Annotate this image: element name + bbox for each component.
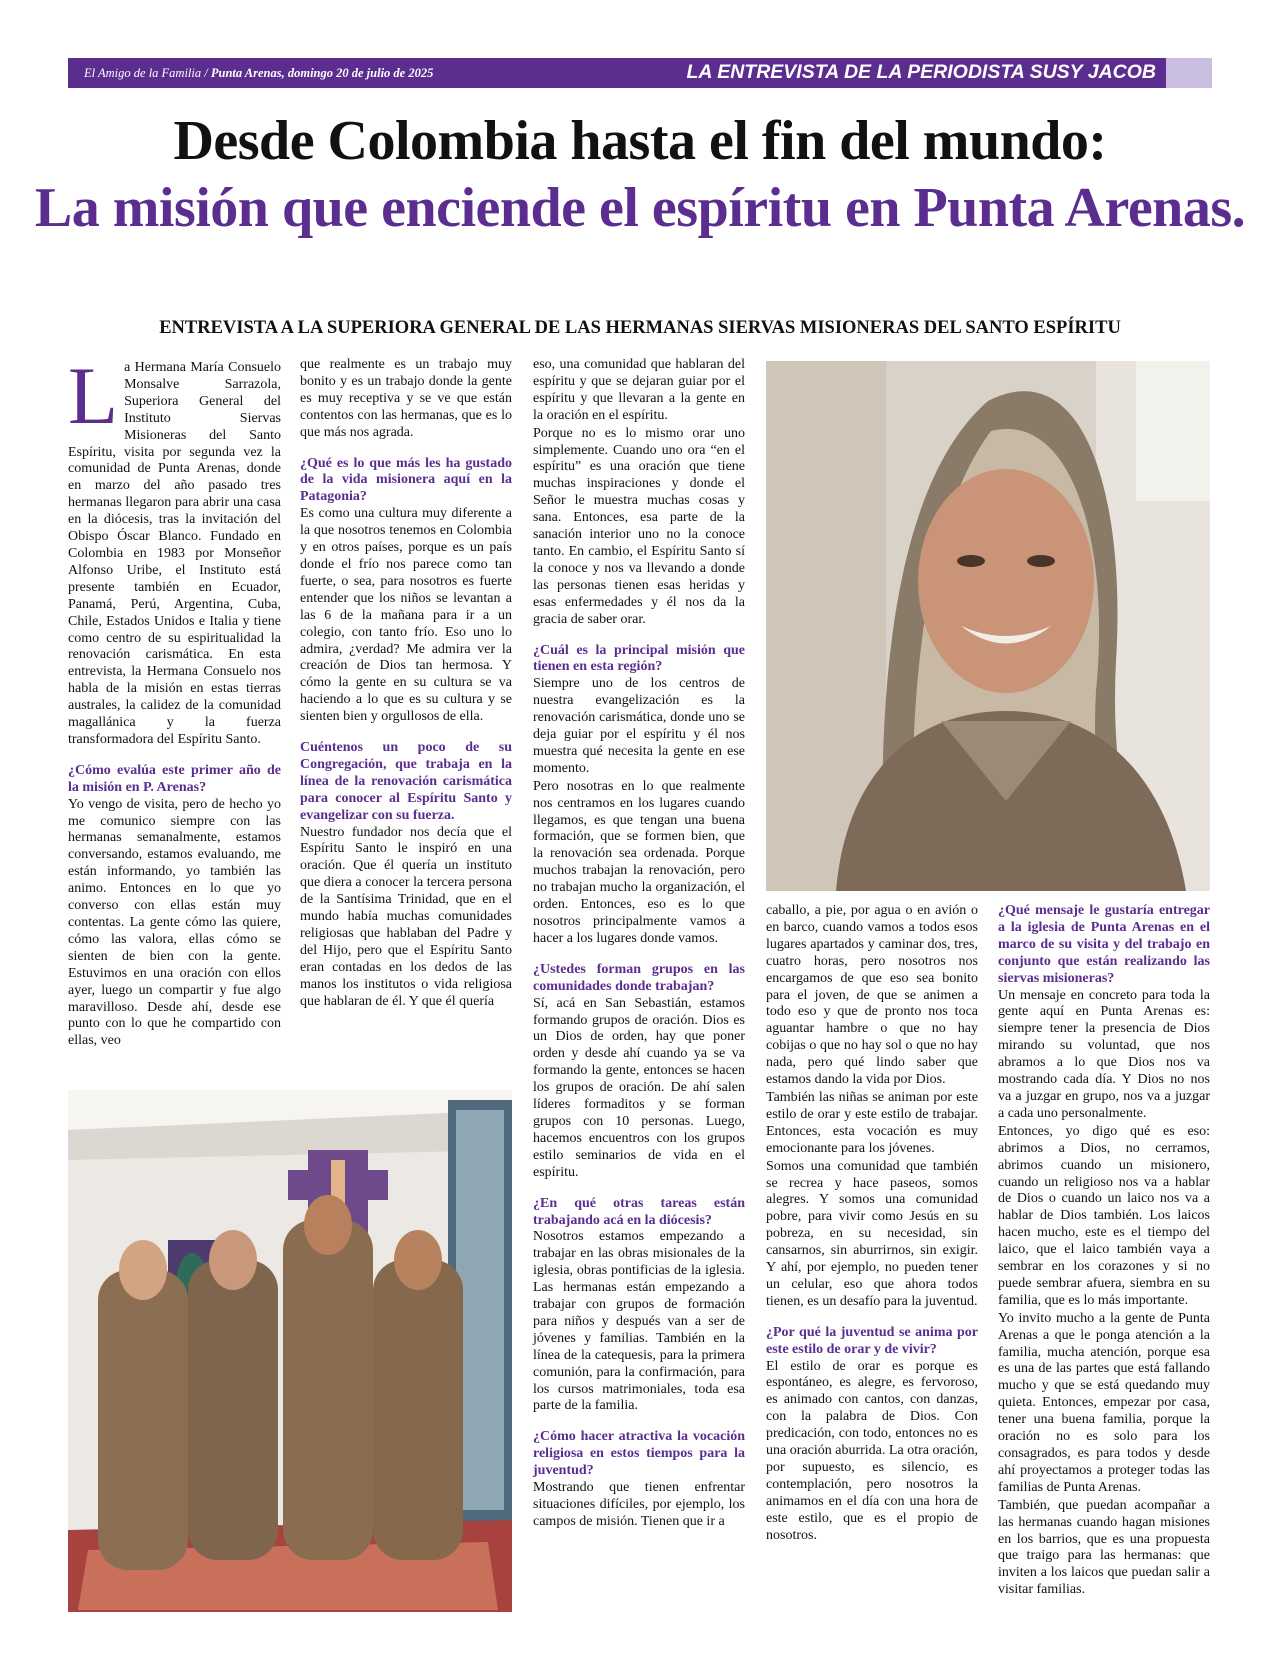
headline-line2: La misión que enciende el espíritu en Punta Arenas. bbox=[34, 177, 1246, 239]
answer-7: Mostrando que tienen enfrentar situaciones difíciles, por ejemplo, los campos de misión. Tienen que ir a bbox=[533, 1480, 745, 1529]
question-9: ¿Qué mensaje le gustaría entregar a la iglesia de Punta Arenas en el marco de su visita y del trabajo en conjunto que están realizando las siervas misioneras? bbox=[998, 903, 1210, 986]
answer-9b: Entonces, yo digo qué es eso: abrimos a Dios, no cerramos, abrimos cuando un misionero, cuando un religioso nos va a hablar de Dios o cuando un laico nos va a hablar de Dios también. Los laicos hacen mucho, este es el tiempo del laico, que el laico también vaya a sembrar en los corazones y si no puede sembrar afuera, siembra en su familia, que es lo más importante. bbox=[998, 1123, 1210, 1308]
question-7: ¿Cómo hacer atractiva la vocación religiosa en estos tiempos para la juventud? bbox=[533, 1429, 745, 1479]
column-3 bbox=[533, 357, 745, 1532]
group-photo bbox=[68, 1090, 512, 1612]
answer-5: Sí, acá en San Sebastián, estamos formando grupos de oración. Dios es un Dios de orden, hay que poner orden y desde ahí cuando ya se va formando la gente, entonces se hacen los grupos de oración. De ahí salen líderes formaditos y se forman grupos con 10 personas. Luego, hacemos encuentros con los grupos estilo seminarios de vida en el espíritu. bbox=[533, 995, 745, 1180]
header-bar bbox=[68, 58, 1212, 88]
portrait-photo bbox=[766, 361, 1210, 891]
question-6: ¿En qué otras tareas están trabajando acá en la diócesis? bbox=[533, 1195, 745, 1228]
column-5 bbox=[998, 903, 1210, 1600]
section-title: LA ENTREVISTA DE LA PERIODISTA SUSY JACOB bbox=[686, 61, 1156, 83]
column-2 bbox=[300, 357, 512, 1012]
answer-3: Nuestro fundador nos decía que el Espíritu Santo le inspiró en una oración. Que él quería un instituto que diera a conocer la tercera persona de la Santísima Trinidad, que en el mundo había muchas comunidades religiosas que hablaban del Padre y del Hijo, pero que el Espíritu Santo eran contadas en los dedos de las manos los institutos o vida religiosa que hablaran de él. Y que él quería bbox=[300, 824, 512, 1009]
subheadline: ENTREVISTA A LA SUPERIORA GENERAL DE LAS HERMANAS SIERVAS MISIONERAS DEL SANTO ESPÍRITU bbox=[159, 318, 1121, 338]
answer-9a: Un mensaje en concreto para toda la gente aquí en Punta Arenas es: siempre tener la presencia de Dios mirando su voluntad, que nos abramos a lo que Dios nos va mostrando cada día. Y Dios no nos va a juzgar en grupo, nos va a juzgar a cada uno personalmente. bbox=[998, 987, 1210, 1121]
question-1: ¿Cómo evalúa este primer año de la misión en P. Arenas? bbox=[68, 762, 281, 795]
answer-4b: Pero nosotras en lo que realmente nos centramos en los lugares cuando llegamos, es que tengan una buena formación, que se formen bien, que la renovación sea ordenada. Porque muchos trabajan la renovación, pero no trabajan mucho la organización, el orden. Entonces, eso es lo que nosotros principalmente vamos a hacer a los lugares donde vamos. bbox=[533, 778, 745, 946]
question-8: ¿Por qué la juventud se anima por este estilo de orar y de vivir? bbox=[766, 1324, 978, 1357]
answer-3-continued: eso, una comunidad que hablaran del espíritu y que se dejaran guiar por el espíritu y que llevaran a la gente en la oración en el espíritu. bbox=[533, 357, 745, 423]
question-2: ¿Qué es lo que más les ha gustado de la vida misionera aquí en la Patagonia? bbox=[300, 455, 512, 505]
column-4 bbox=[766, 903, 978, 1546]
answer-4a: Siempre uno de los centros de nuestra evangelización es la renovación carismática, donde uno se deja guiar por el espíritu y él nos muestra qué necesita la gente en ese momento. bbox=[533, 676, 745, 776]
intro-paragraph: a Hermana María Consuelo Monsalve Sarrazola, Superiora General del Instituto Siervas Misioneras del Santo Espíritu, visita por segunda vez la comunidad de Punta Arenas, donde en marzo del año pasado tres hermanas llegaron para abrir una casa en la diócesis, tras la invitación del Obispo Óscar Blanco. Fundado en Colombia en 1983 por Monseñor Alfonso Uribe, el Instituto está presente también en Ecuador, Panamá, Perú, Argentina, Cuba, Chile, Estados Unidos e Italia y tiene como centro de su espiritualidad la renovación carismática. En esta entrevista, la Hermana Consuelo nos habla de la misión en estas tierras australes, la calidez de la comunidad magallánica y la fuerza transformadora del Espíritu Santo. bbox=[68, 360, 281, 747]
answer-1: Yo vengo de visita, pero de hecho yo me comunico siempre con las hermanas semanalmente, estamos conversando, estamos evaluando, me están informando, yo también las animo. Entonces en lo que yo converso con ellas están muy contentas. La gente cómo las quiere, cómo las valora, ellas cómo se sienten de bien con la gente. Estuvimos en una oración con ellos ayer, luego un compartir y fue algo maravilloso. Desde ahí, desde ese punto con lo que he compartido con ellas, veo bbox=[68, 796, 281, 1049]
answer-3-continued-2: Porque no es lo mismo orar uno simplemente. Cuando uno ora “en el espíritu” es una oración que tiene muchas inspiraciones y donde el Señor le muestra muchas cosas y sana. Entonces, esa parte de la sanación interior uno no la conoce tanto. En cambio, el Espíritu Santo sí la conoce y nos va llevando a donde las personas tienen esas heridas y esas enfermedades y él nos da la gracia de saber orar. bbox=[533, 425, 745, 627]
dateline: Punta Arenas, domingo 20 de julio de 2025 bbox=[210, 66, 434, 80]
answer-1-continued: que realmente es un trabajo muy bonito y es un trabajo donde la gente es muy receptiva y se ve que están contentos con las hermanas, que es lo que más nos agrada. bbox=[300, 357, 512, 440]
headline-line1: Desde Colombia hasta el fin del mundo: bbox=[173, 110, 1107, 172]
answer-9c: Yo invito mucho a la gente de Punta Arenas a que le ponga atención a la familia, mucha atención, porque esa es una de las partes que está fallando mucho y que se está quedando muy quieta. Entonces, empezar por casa, tener una buena familia, porque la oración no es solo para los consagrados, es para todos y desde ahí proyectamos a proteger todas las familias de Punta Arenas. bbox=[998, 1310, 1210, 1495]
publication-name: El Amigo de la Familia bbox=[84, 66, 202, 80]
answer-7-continued: caballo, a pie, por agua o en avión o en barco, cuando vamos a todos esos lugares apartados y caminar dos, tres, cuatro horas, pero nosotros nos encargamos de que eso sea bonito para el joven, de que se animen a todo eso y que de pronto nos toca aguantar hambre o que no hay cobijas o que no hay sol o que no hay nada, pero qué lindo saber que estamos dando la vida por Dios. bbox=[766, 903, 978, 1088]
answer-7-continued-2: También las niñas se animan por este estilo de orar y este estilo de trabajar. Entonces, esta vocación es muy emocionante para los jóvenes. bbox=[766, 1089, 978, 1156]
question-3: Cuéntenos un poco de su Congregación, que trabaja en la línea de la renovación carismática para conocer al Espíritu Santo y evangelizar con su fuerza. bbox=[300, 740, 512, 823]
question-4: ¿Cuál es la principal misión que tienen en esta región? bbox=[533, 642, 745, 675]
question-5: ¿Ustedes forman grupos en las comunidades donde trabajan? bbox=[533, 961, 745, 994]
answer-9d: También, que puedan acompañar a las hermanas cuando hagan misiones en los barrios, que es una propuesta que traigo para las hermanas: que inviten a los laicos que puedan salir a visitar familias. bbox=[998, 1497, 1210, 1598]
column-1 bbox=[68, 350, 281, 1051]
drop-cap: L bbox=[68, 350, 119, 441]
answer-6: Nosotros estamos empezando a trabajar en las obras misionales de la iglesia, obras pontificias de la iglesia. Las hermanas están empezando a trabajar con grupos de formación para niños y después van a ser de jóvenes y familias. También en la línea de la catequesis, para la primera comunión, para la confirmación, para los cursos matrimoniales, toda esa parte de la familia. bbox=[533, 1229, 745, 1414]
answer-2: Es como una cultura muy diferente a la que nosotros tenemos en Colombia y en otros países, porque es un país donde el frío nos parece como tan fuerte, o sea, para nosotros es fuerte entender que los niños se levantan a las 6 de la mañana para ir a un colegio, con tanto frío. Eso uno lo admira, ¿verdad? Me admira ver la creación de Dios tan hermosa. Y cómo la gente en su cultura se va haciendo a lo que es su cultura y se sienten bien y orgullosos de ella. bbox=[300, 506, 512, 725]
header-tab bbox=[1166, 58, 1212, 88]
answer-8: El estilo de orar es porque es espontáneo, es alegre, es fervoroso, es animado con cantos, con danzas, con la palabra de Dios. Con predicación, con todo, entonces no es una oración aburrida. La otra oración, por supuesto, es silencio, es contemplación, pero nosotros la animamos en el día con una hora de este estilo, que es el propio de nosotros. bbox=[766, 1358, 978, 1543]
answer-7-continued-3: Somos una comunidad que también se recrea y hace paseos, somos alegres. Y somos una comunidad pobre, para vivir como Jesús en su pobreza, en su necesidad, sin cansarnos, sin aburrirnos, sin exigir. Y ahí, por ejemplo, no pueden tener un celular, eso que ahora todos tienen, es un desafío para la juventud. bbox=[766, 1158, 978, 1309]
header-dateline: El Amigo de la Familia / Punta Arenas, domingo 20 de julio de 2025 bbox=[84, 66, 434, 80]
